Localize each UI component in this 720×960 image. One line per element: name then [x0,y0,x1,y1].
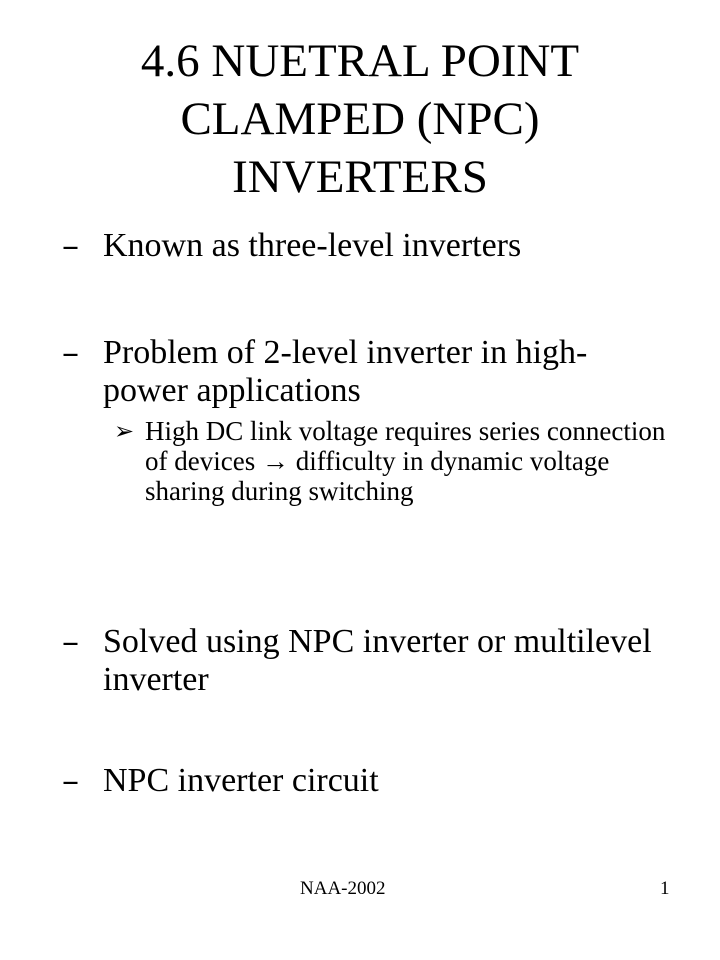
bullet-text: NPC inverter circuit [103,762,379,799]
bullet-text: Known as three-level inverters [103,227,522,264]
page-number: 1 [660,878,670,899]
dash-bullet-icon: – [62,622,79,662]
bullet-item [62,334,662,410]
sub-bullet-text: High DC link voltage requires series connection of devices → difficulty in dynamic voltage sharing during switching [145,416,666,506]
footer-source: NAA-2002 [300,878,386,899]
dash-bullet-icon: – [62,226,79,266]
title-line-2: CLAMPED (NPC) [180,93,540,145]
dash-bullet-icon: – [62,761,79,801]
title-line-3: INVERTERS [232,151,488,203]
title-line-1: 4.6 NUETRAL POINT [140,35,580,87]
sub-bullet-item [114,416,694,506]
bullet-text: Solved using NPC inverter or multilevel inverter [103,623,652,698]
bullet-item [62,762,662,800]
bullet-text: Problem of 2-level inverter in high-power applications [103,334,588,409]
bullet-item [62,227,662,265]
slide-title [60,32,660,206]
bullet-item [62,623,662,699]
arrowhead-bullet-icon: ➢ [114,417,135,445]
dash-bullet-icon: – [62,333,79,373]
